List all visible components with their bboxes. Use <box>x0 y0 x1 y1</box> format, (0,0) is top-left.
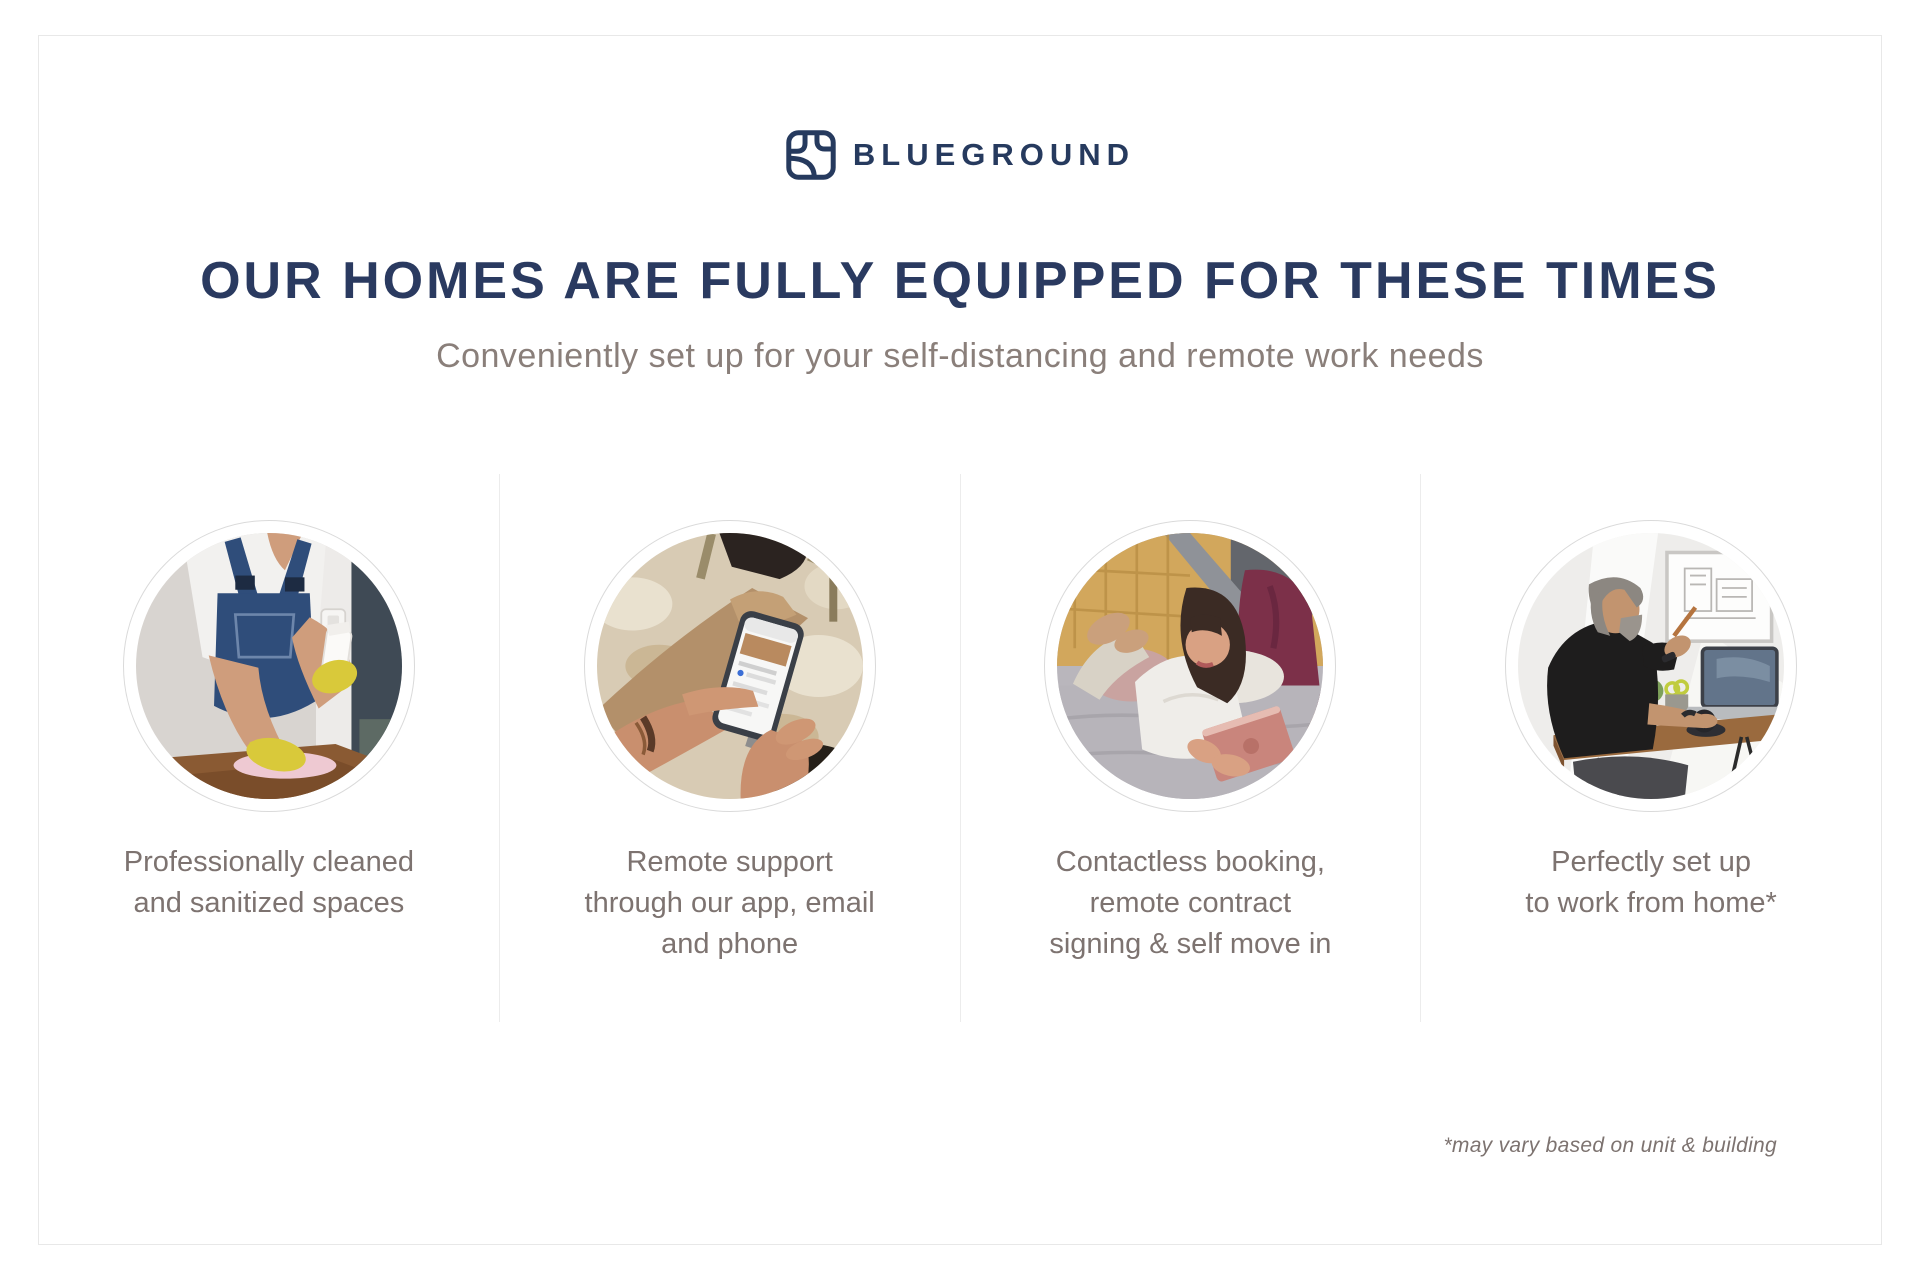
feature-caption: Perfectly set up to work from home* <box>1525 846 1777 920</box>
feature-app-support <box>500 474 961 1022</box>
brand-logo <box>39 129 1881 181</box>
blueground-window-icon <box>785 129 837 181</box>
feature-cleaning <box>39 474 500 1022</box>
app-support-photo <box>597 533 863 799</box>
footnote: *may vary based on unit & building <box>1443 1134 1777 1157</box>
photo-ring <box>1044 520 1336 812</box>
feature-caption: Remote support through our app, email and phone <box>584 846 875 961</box>
features-row <box>39 474 1881 1022</box>
page-subtitle: Conveniently set up for your self-distancing and remote work needs <box>436 337 1484 375</box>
feature-contactless-booking <box>961 474 1422 1022</box>
feature-work-from-home <box>1421 474 1881 1022</box>
brand-logo-text: BLUEGROUND <box>852 137 1136 172</box>
poster-card <box>38 35 1882 1245</box>
page-title: OUR HOMES ARE FULLY EQUIPPED FOR THESE TIMES <box>200 252 1720 310</box>
feature-caption: Contactless booking, remote contract signing & self move in <box>1049 846 1332 961</box>
work-from-home-photo <box>1518 533 1784 799</box>
contactless-booking-photo <box>1057 533 1323 799</box>
feature-caption: Professionally cleaned and sanitized spaces <box>123 846 414 920</box>
professional-cleaning-photo <box>136 533 402 799</box>
photo-ring <box>123 520 415 812</box>
photo-ring <box>584 520 876 812</box>
photo-ring <box>1505 520 1797 812</box>
